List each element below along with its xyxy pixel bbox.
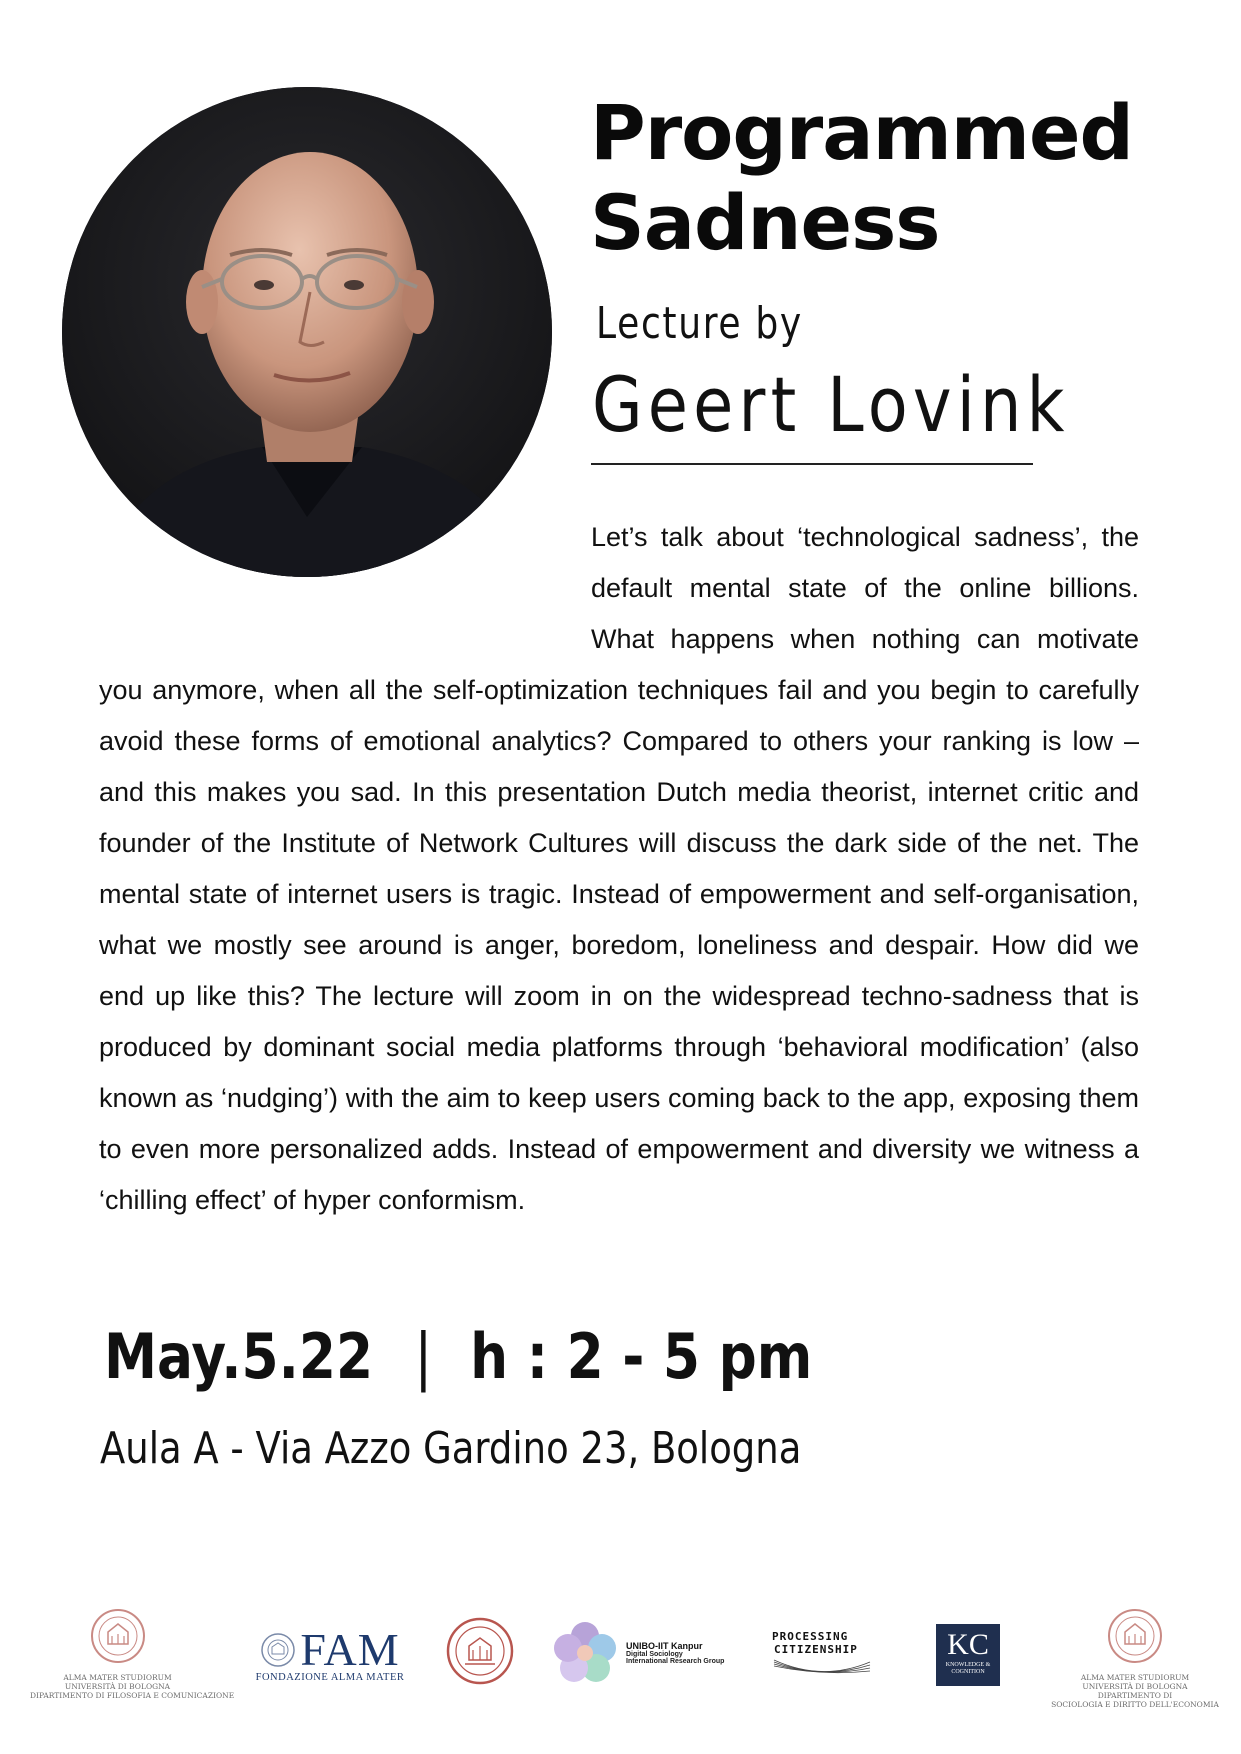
speaker-portrait: [62, 87, 552, 577]
event-venue: Aula A - Via Azzo Gardino 23, Bologna: [100, 1423, 802, 1474]
logo-unibo-filosofia: [30, 1608, 235, 1700]
logo-unibo-sociologia: [1050, 1608, 1220, 1709]
iit-kanpur-seal-icon: [445, 1616, 515, 1686]
lecture-by-label: Lecture by: [596, 298, 803, 349]
wave-lines-icon: [772, 1656, 872, 1680]
kc-line1: KNOWLEDGE &: [945, 1662, 991, 1668]
unibo-seal-icon: [90, 1608, 146, 1664]
unibo-iit-line3: International Research Group: [626, 1658, 725, 1665]
fam-subtitle: FONDAZIONE ALMA MATER: [255, 1672, 405, 1683]
abstract-text: Let’s talk about ‘technological sadness’, the default mental state of the online billions. What happens when nothing can motivate you anymore, when all the self-optimization techniques fail and you begin to carefully avoid these forms of emotional analytics? Compared to others your ranking is low – and this makes you sad. In this presentation Dutch media theorist, internet critic and founder of the Institute of Network Cultures will discuss the dark side of the net. The mental state of internet users is tragic. Instead of empowerment and self-organisation, what we mostly see around is anger, boredom, loneliness and despair. How did we end up like this? The lecture will zoom in on the widespread techno-sadness that is produced by dominant social media platforms through ‘behavioral modification’ (also known as ‘nudging’) with the aim to keep users coming back to the app, exposing them to even more personalized adds. Instead of empowerment and diversity we witness a ‘chilling effect’ of hyper conformism.: [99, 522, 1139, 1215]
event-title-line2: Sadness: [590, 178, 940, 267]
logo-processing-citizenship: [772, 1630, 882, 1685]
title-divider: [591, 463, 1033, 465]
unibo-filosofia-line3: DIPARTIMENTO DI FILOSOFIA E COMUNICAZIONE: [30, 1691, 235, 1700]
logo-knowledge-cognition: [936, 1624, 1002, 1686]
flower-icon: [550, 1620, 620, 1686]
unibo-sociologia-line3: DIPARTIMENTO DI: [1097, 1691, 1173, 1700]
datetime-separator: |: [414, 1320, 433, 1393]
logo-fam: [245, 1624, 415, 1683]
event-title: [590, 88, 1190, 268]
kc-line2: COGNITION: [951, 1669, 985, 1675]
processing-citizenship-line2: CITIZENSHIP: [774, 1643, 858, 1656]
logo-unibo-iit: [550, 1620, 730, 1686]
speaker-photo-icon: [62, 87, 552, 577]
event-date: May.5.22: [104, 1320, 374, 1393]
event-title-line1: Programmed: [590, 88, 1133, 177]
unibo-sociologia-line4: SOCIOLOGIA E DIRITTO DELL'ECONOMIA: [1051, 1700, 1219, 1709]
unibo-sociologia-line1: ALMA MATER STUDIORUM: [1080, 1673, 1190, 1682]
unibo-iit-line2: Digital Sociology: [626, 1651, 683, 1658]
fam-seal-icon: [260, 1632, 296, 1668]
event-time: h : 2 - 5 pm: [470, 1320, 813, 1393]
sponsor-logos: [30, 1608, 1220, 1718]
unibo-seal-icon: [1107, 1608, 1163, 1664]
processing-citizenship-line1: PROCESSING: [772, 1630, 849, 1643]
speaker-name: Geert Lovink: [592, 360, 1070, 449]
logo-iit-kanpur: [440, 1616, 520, 1691]
unibo-iit-line1: UNIBO-IIT Kanpur: [626, 1641, 703, 1651]
portrait-wrap-spacer: [99, 512, 591, 665]
unibo-sociologia-line2: UNIVERSITÀ DI BOLOGNA: [1082, 1682, 1188, 1691]
kc-box: [936, 1624, 1000, 1686]
fam-title: FAM: [300, 1624, 400, 1675]
abstract-block: [99, 512, 1139, 1226]
event-datetime: [104, 1320, 812, 1393]
unibo-filosofia-line1: ALMA MATER STUDIORUM: [63, 1673, 172, 1682]
kc-letters: KC: [947, 1628, 989, 1661]
unibo-filosofia-line2: UNIVERSITÀ DI BOLOGNA: [64, 1682, 171, 1691]
